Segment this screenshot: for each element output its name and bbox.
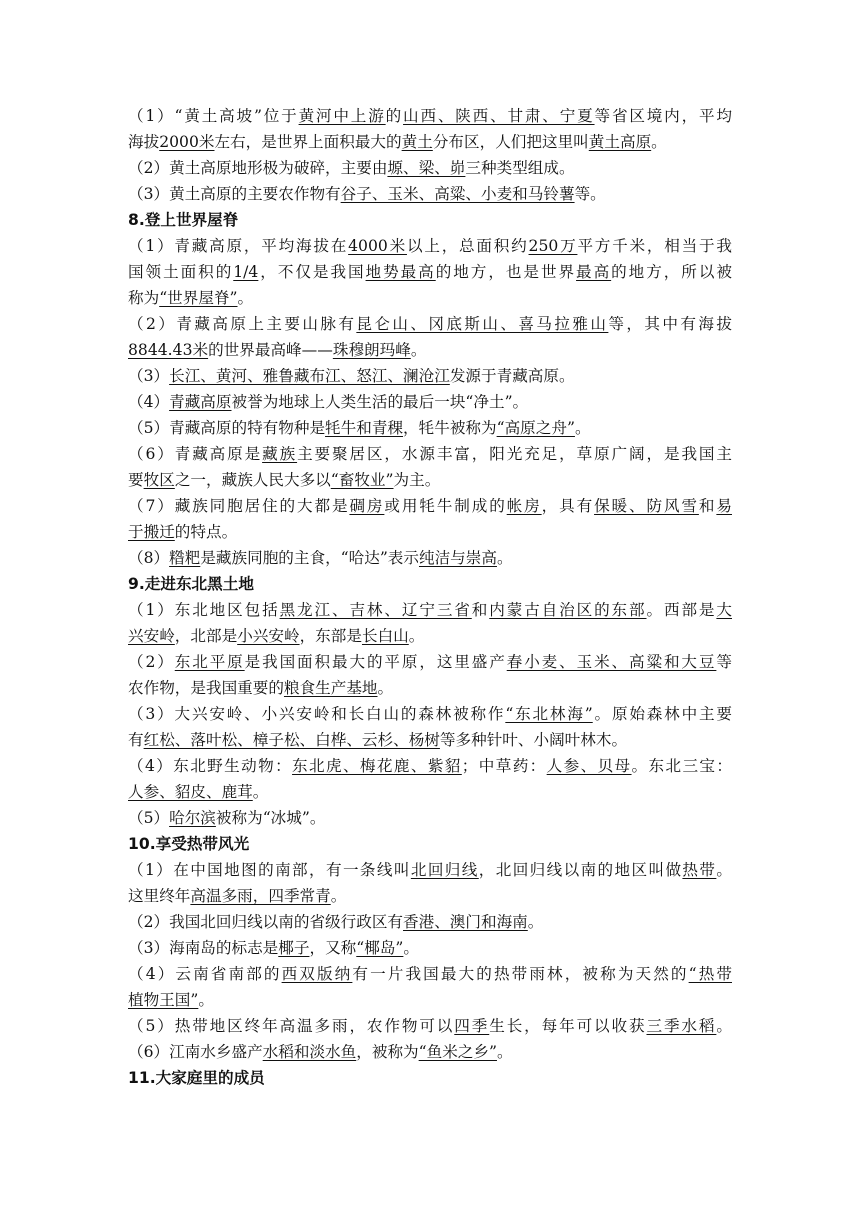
text-segment: （1）东北地区包括 xyxy=(128,601,280,619)
text-line xyxy=(128,311,732,337)
text-line xyxy=(128,1039,732,1065)
text-segment: ，不仅是我国 xyxy=(258,263,366,281)
underlined-answer: 2000米 xyxy=(159,133,215,151)
text-segment: （4）云南省南部的 xyxy=(128,965,282,983)
underlined-answer: 四季 xyxy=(454,1017,490,1035)
text-line xyxy=(128,233,732,259)
underlined-answer: 粮食生产基地 xyxy=(283,679,378,697)
underlined-answer: 东北平原 xyxy=(174,653,245,671)
text-segment: 的世界最高峰—— xyxy=(208,341,333,359)
text-segment: 称为 xyxy=(128,289,160,307)
underlined-answer: 地势最高 xyxy=(365,263,436,281)
underlined-answer: 糌粑 xyxy=(169,549,201,567)
text-segment: ，北部是 xyxy=(174,627,238,645)
underlined-answer: 碉房 xyxy=(349,497,385,515)
text-segment: 左右，是世界上面积最大的 xyxy=(214,133,402,151)
underlined-answer: 大 xyxy=(716,601,732,619)
underlined-answer: 黄河中上游 xyxy=(298,107,386,125)
underlined-answer: 帐房 xyxy=(506,497,542,515)
underlined-answer: 水稻和淡水鱼 xyxy=(262,1043,357,1061)
underlined-answer: 250万 xyxy=(528,237,578,255)
text-line xyxy=(128,519,732,545)
text-line xyxy=(128,415,732,441)
text-line xyxy=(128,675,732,701)
underlined-answer: “鱼米之乡” xyxy=(418,1043,497,1061)
underlined-answer: 纯洁与崇高 xyxy=(418,549,497,567)
text-line xyxy=(128,337,732,363)
text-segment: 生长，每年可以收获 xyxy=(489,1017,647,1035)
underlined-answer: 牧区 xyxy=(143,471,175,489)
underlined-answer: 谷子、玉米、高粱、小麦和马铃薯 xyxy=(340,185,575,203)
text-segment: 要 xyxy=(128,471,144,489)
underlined-answer: 青藏高原 xyxy=(169,393,232,411)
underlined-answer: 北回归线 xyxy=(410,861,479,879)
text-line xyxy=(128,727,732,753)
underlined-answer: 兴安岭 xyxy=(128,627,175,645)
text-segment: 等 xyxy=(716,653,732,671)
text-line xyxy=(128,441,732,467)
text-segment: 农作物，是我国重要的 xyxy=(128,679,284,697)
text-line xyxy=(128,909,732,935)
underlined-answer: 植物王国” xyxy=(128,991,199,1009)
text-line xyxy=(128,1013,732,1039)
underlined-answer: 东北虎、梅花鹿、紫貂 xyxy=(292,757,462,775)
text-segment: （1）青藏高原，平均海拔在 xyxy=(128,237,349,255)
section-heading xyxy=(128,1065,732,1091)
text-segment: 11.大家庭里的成员 xyxy=(128,1069,265,1087)
text-segment: 8.登上世界屋脊 xyxy=(128,211,239,229)
underlined-answer: 长白山 xyxy=(361,627,409,645)
underlined-answer: 红松、落叶松、樟子松、白桦、云杉、杨树 xyxy=(143,731,440,749)
text-segment: 和 xyxy=(471,601,490,619)
text-segment: 分布区，人们把这里叫 xyxy=(432,133,589,151)
text-segment: （7）藏族同胞居住的大都是 xyxy=(128,497,350,515)
text-segment: 的地方，所以被 xyxy=(611,263,732,281)
underlined-answer: 黄土 xyxy=(401,133,433,151)
underlined-answer: “热带 xyxy=(688,965,732,983)
text-line xyxy=(128,155,732,181)
underlined-answer: 高温多雨，四季常青 xyxy=(190,887,331,905)
text-line xyxy=(128,597,732,623)
text-segment: （2）我国北回归线以南的省级行政区有 xyxy=(128,913,404,931)
text-segment: 。 xyxy=(574,419,591,437)
underlined-answer: 藏族 xyxy=(262,445,298,463)
text-segment: （5）青藏高原的特有物种是 xyxy=(128,419,326,437)
text-segment: 以上，总面积约 xyxy=(406,237,529,255)
underlined-answer: “高原之舟” xyxy=(496,419,575,437)
underlined-answer: 小兴安岭 xyxy=(237,627,300,645)
underlined-answer: 牦牛和青稞 xyxy=(325,419,404,437)
text-segment: 。 xyxy=(496,1043,513,1061)
text-line xyxy=(128,103,732,129)
text-segment: 等，其中有海拔 xyxy=(608,315,732,333)
underlined-answer: 最高 xyxy=(576,263,612,281)
underlined-answer: 黑龙江、吉林、辽宁三省 xyxy=(279,601,472,619)
text-segment: 。 xyxy=(408,627,425,645)
text-segment: 有 xyxy=(128,731,144,749)
text-segment: 的 xyxy=(385,107,404,125)
underlined-answer: 热带 xyxy=(682,861,717,879)
text-segment: 。 xyxy=(716,861,732,879)
text-segment: 。 xyxy=(252,783,269,801)
text-line xyxy=(128,857,732,883)
text-segment: 海拔 xyxy=(128,133,160,151)
text-line xyxy=(128,181,732,207)
underlined-answer: “东北林海” xyxy=(505,705,593,723)
text-segment: （6）青藏高原是 xyxy=(128,445,263,463)
text-line xyxy=(128,389,732,415)
text-segment: 有一片我国最大的热带雨林，被称为天然的 xyxy=(352,965,689,983)
underlined-answer: 黄土高原 xyxy=(588,133,652,151)
underlined-answer: 西双版纳 xyxy=(281,965,353,983)
text-segment: ，被称为 xyxy=(356,1043,419,1061)
text-segment: （3）大兴安岭、小兴安岭和长白山的森林被称作 xyxy=(128,705,506,723)
underlined-answer: 保暖、防风雪 xyxy=(594,497,699,515)
section-heading xyxy=(128,207,732,233)
text-segment: ；中草药： xyxy=(461,757,547,775)
text-segment: 。西部是 xyxy=(646,601,717,619)
text-segment: 之一，藏族人民大多以 xyxy=(174,471,331,489)
text-segment: 发源于青藏高原。 xyxy=(449,367,575,385)
text-line xyxy=(128,649,732,675)
text-segment: （3） xyxy=(128,367,170,385)
text-segment: ，东部是 xyxy=(299,627,362,645)
text-segment: （8） xyxy=(128,549,170,567)
text-segment: （2） xyxy=(128,653,175,671)
underlined-answer: 内蒙古自治区的东部 xyxy=(489,601,647,619)
underlined-answer: 易 xyxy=(716,497,732,515)
text-segment: 。 xyxy=(377,679,394,697)
text-segment: （4）东北野生动物： xyxy=(128,757,293,775)
text-segment: （5）热带地区终年高温多雨，农作物可以 xyxy=(128,1017,455,1035)
text-segment: ，具有 xyxy=(541,497,595,515)
text-segment: 为主。 xyxy=(393,471,441,489)
underlined-answer: 昆仑山、冈底斯山、喜马拉雅山 xyxy=(356,315,609,333)
text-line xyxy=(128,129,732,155)
text-segment: 10.享受热带风光 xyxy=(128,835,250,853)
text-line xyxy=(128,883,732,909)
underlined-answer: 人参、貂皮、鹿茸 xyxy=(128,783,253,801)
text-segment: 三种类型组成。 xyxy=(465,159,575,177)
text-segment: 。 xyxy=(198,991,214,1009)
text-segment: 是我国面积最大的平原，这里盛产 xyxy=(244,653,507,671)
underlined-answer: 山西、陕西、甘肃、宁夏 xyxy=(403,107,595,125)
text-segment: 平方千米，相当于我 xyxy=(577,237,732,255)
text-line xyxy=(128,545,732,571)
text-segment: （3）海南岛的标志是 xyxy=(128,939,279,957)
text-segment: 等。 xyxy=(574,185,606,203)
text-segment: 。 xyxy=(330,887,347,905)
underlined-answer: 三季水稻 xyxy=(646,1017,717,1035)
text-line xyxy=(128,493,732,519)
text-segment: 或用牦牛制成的 xyxy=(384,497,507,515)
text-line xyxy=(128,805,732,831)
text-segment: ，牦牛被称为 xyxy=(403,419,497,437)
text-segment: （2）黄土高原地形极为破碎，主要由 xyxy=(128,159,388,177)
underlined-answer: 于搬迁 xyxy=(128,523,175,541)
text-line xyxy=(128,259,732,285)
text-line xyxy=(128,285,732,311)
text-segment: 。 xyxy=(496,549,513,567)
text-segment: 的地方，也是世界 xyxy=(435,263,577,281)
text-segment: 。 xyxy=(403,939,420,957)
text-segment: 。 xyxy=(716,1017,732,1035)
underlined-answer: 4000米 xyxy=(348,237,407,255)
text-line xyxy=(128,623,732,649)
text-segment: 。 xyxy=(237,289,254,307)
text-line xyxy=(128,961,732,987)
text-segment: 的特点。 xyxy=(174,523,238,541)
underlined-answer: 长江、黄河、雅鲁藏布江、怒江、澜沧江 xyxy=(169,367,450,385)
text-line xyxy=(128,935,732,961)
text-segment: 等多种针叶、小阔叶林木。 xyxy=(439,731,628,749)
text-segment: 是藏族同胞的主食，“哈达”表示 xyxy=(200,549,419,567)
text-line xyxy=(128,987,732,1013)
text-segment: （6）江南水乡盛产 xyxy=(128,1043,263,1061)
text-line xyxy=(128,363,732,389)
underlined-answer: 塬、梁、峁 xyxy=(387,159,466,177)
text-segment: 。 xyxy=(651,133,667,151)
text-segment: 国领土面积的 xyxy=(128,263,234,281)
text-segment: （3）黄土高原的主要农作物有 xyxy=(128,185,341,203)
section-heading xyxy=(128,831,732,857)
underlined-answer: 椰子 xyxy=(278,939,310,957)
underlined-answer: 哈尔滨 xyxy=(169,809,216,827)
text-segment: 被称为“冰城”。 xyxy=(215,809,326,827)
text-segment: 。 xyxy=(527,913,544,931)
text-segment: （1）在中国地图的南部，有一条线叫 xyxy=(128,861,411,879)
text-segment: 主要聚居区，水源丰富，阳光充足，草原广阔，是我国主 xyxy=(297,445,732,463)
underlined-answer: 珠穆朗玛峰 xyxy=(332,341,411,359)
text-segment: （1）“黄土高坡”位于 xyxy=(128,107,299,125)
text-segment: ，又称 xyxy=(309,939,357,957)
underlined-answer: 人参、贝母 xyxy=(546,757,632,775)
text-segment: （2）青藏高原上主要山脉有 xyxy=(128,315,357,333)
text-segment: 被誉为地球上人类生活的最后一块“净土”。 xyxy=(231,393,529,411)
text-segment: （5） xyxy=(128,809,170,827)
text-segment: 和 xyxy=(698,497,717,515)
text-line xyxy=(128,701,732,727)
text-line xyxy=(128,467,732,493)
text-line xyxy=(128,779,732,805)
text-segment: 。东北三宝： xyxy=(631,757,732,775)
text-segment: 。原始森林中主要 xyxy=(592,705,733,723)
underlined-answer: “畜牧业” xyxy=(330,471,394,489)
text-segment: 9.走进东北黑土地 xyxy=(128,575,254,593)
underlined-answer: “世界屋脊” xyxy=(159,289,238,307)
text-segment: （4） xyxy=(128,393,170,411)
text-segment: ，北回归线以南的地区叫做 xyxy=(478,861,683,879)
underlined-answer: 春小麦、玉米、高粱和大豆 xyxy=(506,653,717,671)
underlined-answer: 1/4 xyxy=(233,263,259,281)
underlined-answer: 香港、澳门和海南 xyxy=(403,913,528,931)
text-segment: 等省区境内，平均 xyxy=(594,107,732,125)
underlined-answer: “椰岛” xyxy=(356,939,404,957)
text-segment: 。 xyxy=(410,341,427,359)
underlined-answer: 8844.43米 xyxy=(128,341,209,359)
text-segment: 这里终年 xyxy=(128,887,191,905)
text-line xyxy=(128,753,732,779)
section-heading xyxy=(128,571,732,597)
